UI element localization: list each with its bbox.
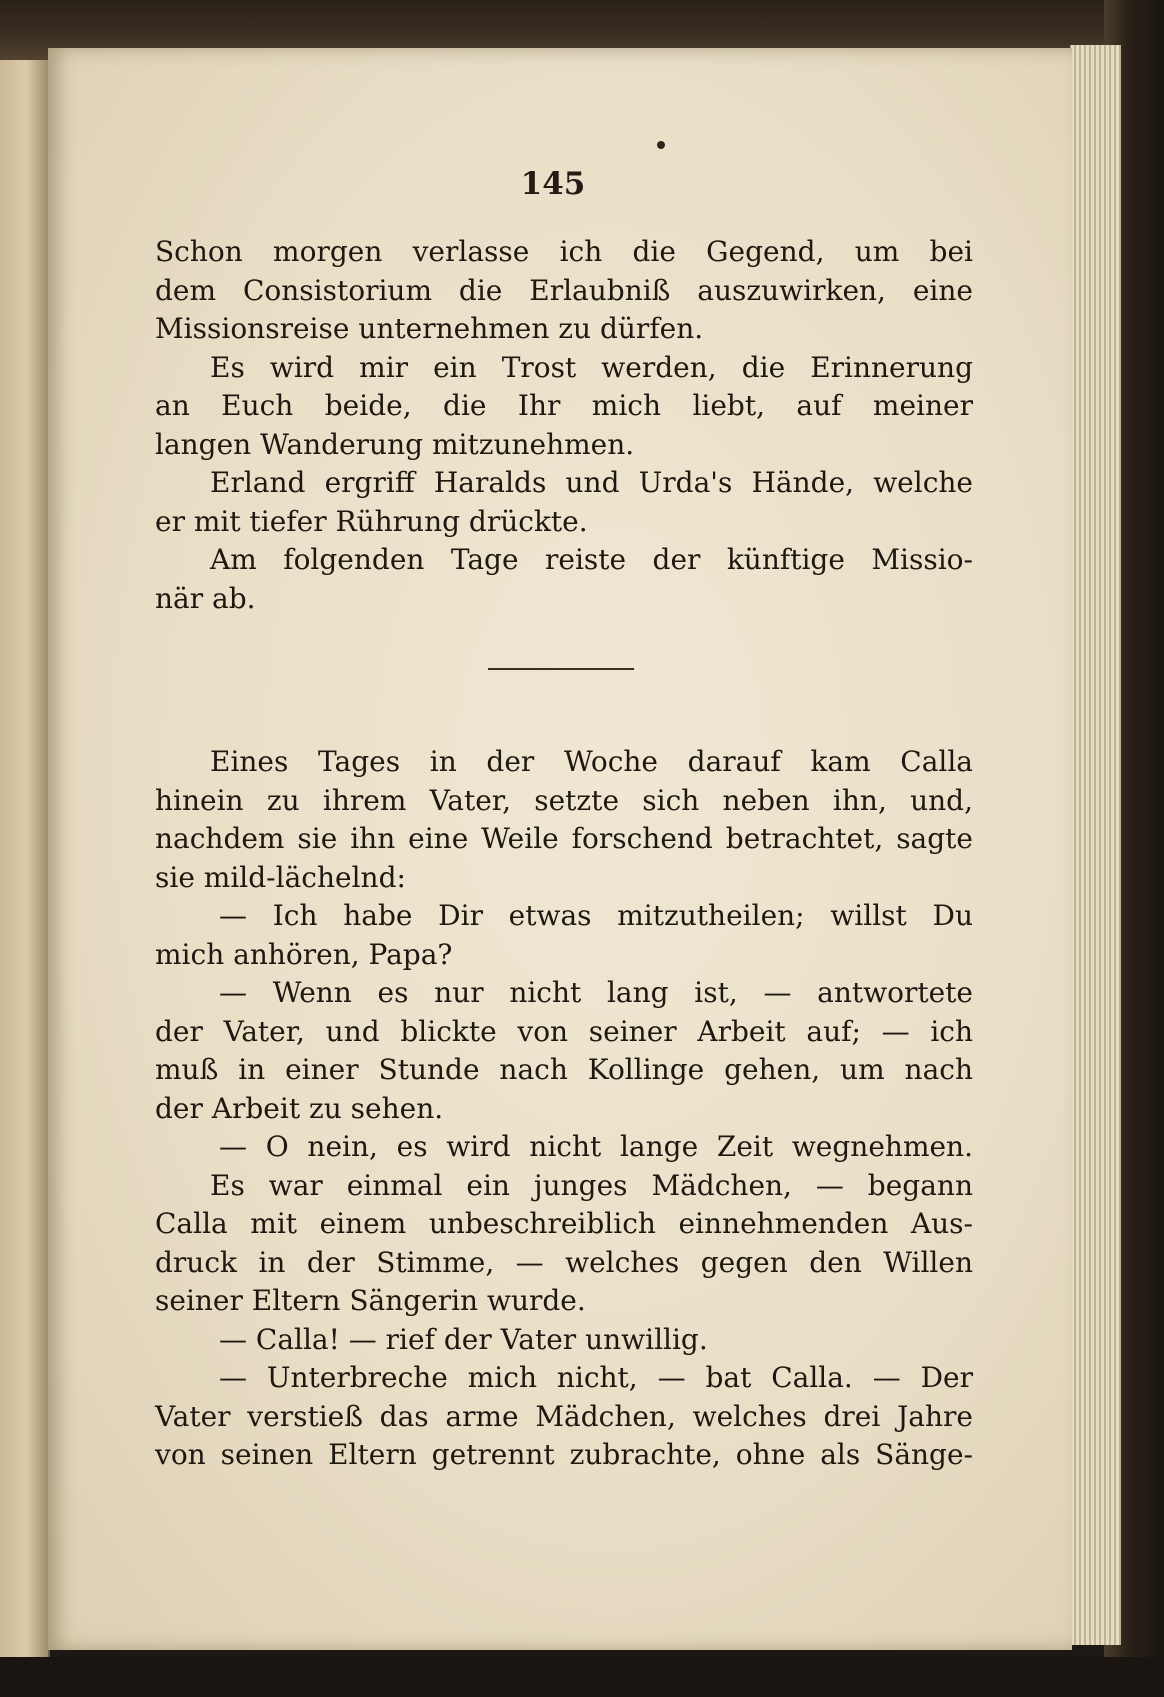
text-line: von seinen Eltern getrennt zubrachte, ohne als Sänge- [155,1438,973,1471]
text-line: Missionsreise unternehmen zu dürfen. [155,312,704,345]
section-divider [488,668,634,670]
text-line: seiner Eltern Sängerin wurde. [155,1284,586,1317]
page-number: 145 [520,166,586,202]
text-line: Schon morgen verlasse ich die Gegend, um bei [155,235,973,268]
text-line: mich anhören, Papa? [155,937,453,971]
previous-page-edge [0,60,50,1657]
text-line: — Unterbreche mich nicht, — bat Calla. — Der [219,1361,973,1394]
text-block-1 [155,233,973,618]
text-line: Erland ergriff Haralds und Urda's Hände, welche [210,466,973,499]
text-line: der Arbeit zu sehen. [155,1091,444,1125]
text-line: Am folgenden Tage reiste der künftige Missio- [210,543,973,576]
text-line: an Euch beide, die Ihr mich liebt, auf meiner [155,389,973,422]
text-block-2 [155,743,973,1475]
text-line: Vater verstieß das arme Mädchen, welches drei Jahre [155,1399,973,1433]
page-stack-edges [1070,45,1121,1645]
text-line: — Wenn es nur nicht lang ist, — antwortete [219,976,973,1009]
text-line: langen Wanderung mitzunehmen. [155,427,635,461]
text-line: hinein zu ihrem Vater, setzte sich neben ihn, und, [155,783,973,817]
text-line: druck in der Stimme, — welches gegen den Willen [155,1245,973,1279]
book-page [48,48,1072,1650]
text-line: — O nein, es wird nicht lange Zeit wegnehmen. [219,1130,973,1163]
text-line: när ab. [155,581,256,615]
text-line: Es war einmal ein junges Mädchen, — begann [210,1168,973,1202]
text-line: — Calla! — rief der Vater unwillig. [219,1322,708,1356]
text-line: sie mild-lächelnd: [155,860,406,894]
text-line: Calla mit einem unbeschreiblich einnehmenden Aus- [155,1207,973,1240]
text-line: Es wird mir ein Trost werden, die Erinnerung [210,350,973,384]
text-line: dem Consistorium die Erlaubniß auszuwirken, eine [155,273,973,307]
text-line: nachdem sie ihn eine Weile forschend betrachtet, sagte [155,822,973,855]
text-line: Eines Tages in der Woche darauf kam Calla [210,745,973,778]
text-line: er mit tiefer Rührung drückte. [155,504,588,538]
ink-speck [657,141,665,149]
text-line: muß in einer Stunde nach Kollinge gehen, um nach [155,1053,973,1086]
book-cover-bottom [0,1657,1164,1697]
text-line: — Ich habe Dir etwas mitzutheilen; willst Du [219,899,973,932]
text-line: der Vater, und blickte von seiner Arbeit auf; — ich [155,1014,973,1048]
